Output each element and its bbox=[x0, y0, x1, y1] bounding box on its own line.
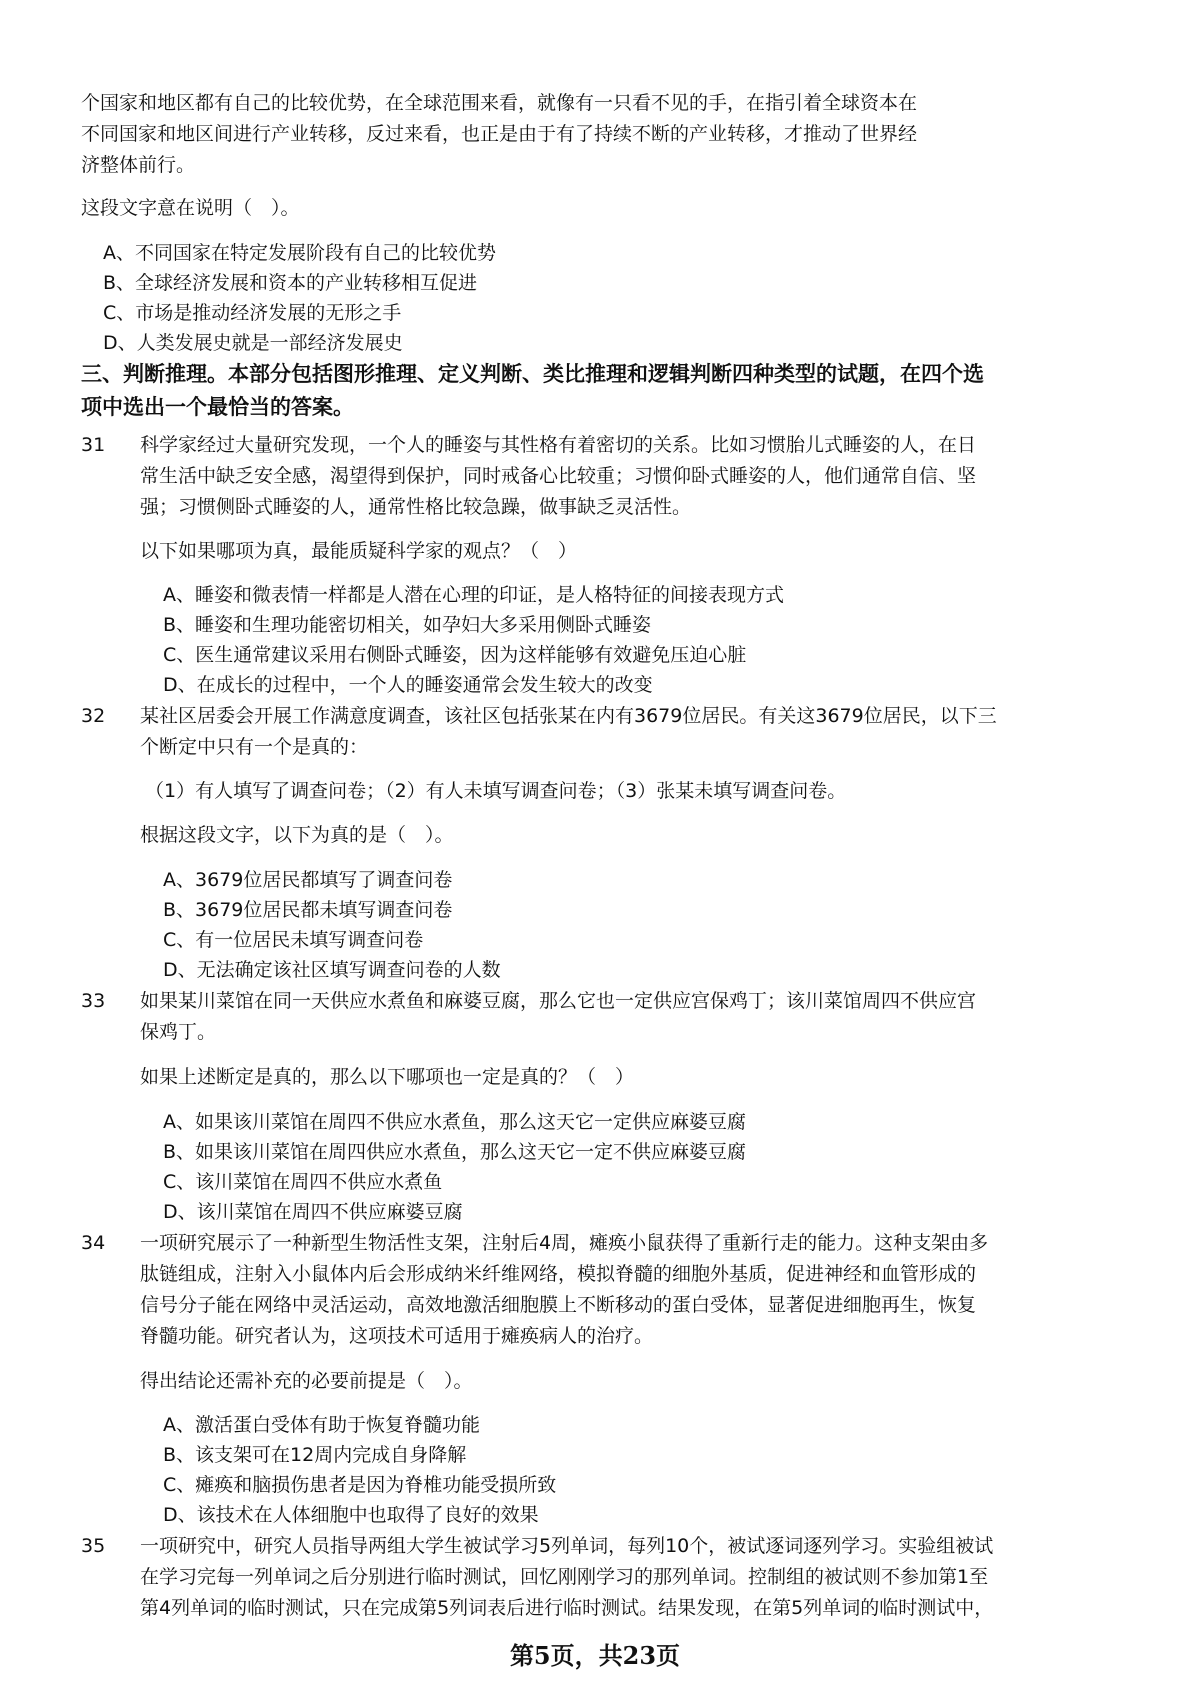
question-stem: 以下如果哪项为真，最能质疑科学家的观点？（ ） bbox=[140, 540, 578, 562]
option-d: D、无法确定该社区填写调查问卷的人数 bbox=[163, 959, 501, 981]
question-stem: 如果上述断定是真的，那么以下哪项也一定是真的？（ ） bbox=[140, 1066, 635, 1088]
question-stem: 得出结论还需补充的必要前提是（ ）。 bbox=[140, 1370, 473, 1392]
statements-line: （1）有人填写了调查问卷；（2）有人未填写调查问卷；（3）张某未填写调查问卷。 bbox=[145, 780, 847, 802]
question-text-line: 一项研究展示了一种新型生物活性支架，注射后4周，瘫痪小鼠获得了重新行走的能力。这种支架由多 bbox=[140, 1232, 989, 1254]
option-d: D、在成长的过程中，一个人的睡姿通常会发生较大的改变 bbox=[163, 674, 653, 696]
option-a: A、如果该川菜馆在周四不供应水煮鱼，那么这天它一定供应麻婆豆腐 bbox=[163, 1111, 746, 1133]
option-a: A、3679位居民都填写了调查问卷 bbox=[163, 869, 453, 891]
page-footer: 第5页，共23页 bbox=[509, 1641, 681, 1670]
option-a: A、不同国家在特定发展阶段有自己的比较优势 bbox=[103, 242, 496, 264]
option-c: C、市场是推动经济发展的无形之手 bbox=[103, 302, 402, 324]
question-text-line: 如果某川菜馆在同一天供应水煮鱼和麻婆豆腐，那么它也一定供应宫保鸡丁；该川菜馆周四不供应宫 bbox=[140, 990, 977, 1012]
option-b: B、全球经济发展和资本的产业转移相互促进 bbox=[103, 272, 478, 294]
section-heading-line: 三、判断推理。本部分包括图形推理、定义判断、类比推理和逻辑判断四种类型的试题，在四个选 bbox=[81, 362, 984, 386]
option-d: D、人类发展史就是一部经济发展史 bbox=[103, 332, 403, 354]
question-number: 35 bbox=[81, 1535, 106, 1557]
option-a: A、激活蛋白受体有助于恢复脊髓功能 bbox=[163, 1414, 480, 1436]
question-text-line: 在学习完每一列单词之后分别进行临时测试，回忆刚刚学习的那列单词。控制组的被试则不参加第1至 bbox=[140, 1566, 989, 1588]
question-stem: 根据这段文字，以下为真的是（ ）。 bbox=[140, 824, 454, 846]
question-text-line: 脊髓功能。研究者认为，这项技术可适用于瘫痪病人的治疗。 bbox=[140, 1325, 654, 1347]
question-text-line: 常生活中缺乏安全感，渴望得到保护，同时戒备心比较重；习惯仰卧式睡姿的人，他们通常自信、坚 bbox=[140, 465, 977, 487]
option-b: B、如果该川菜馆在周四供应水煮鱼，那么这天它一定不供应麻婆豆腐 bbox=[163, 1141, 747, 1163]
question-text-line: 保鸡丁。 bbox=[140, 1021, 217, 1043]
question-number: 33 bbox=[81, 990, 106, 1012]
question-text-line: 个断定中只有一个是真的： bbox=[140, 736, 369, 758]
passage-line: 个国家和地区都有自己的比较优势，在全球范围来看，就像有一只看不见的手，在指引着全球资本在 bbox=[81, 92, 918, 114]
option-c: C、瘫痪和脑损伤患者是因为脊椎功能受损所致 bbox=[163, 1474, 557, 1496]
question-number: 34 bbox=[81, 1232, 106, 1254]
option-b: B、3679位居民都未填写调查问卷 bbox=[163, 899, 453, 921]
question-text-line: 科学家经过大量研究发现，一个人的睡姿与其性格有着密切的关系。比如习惯胎儿式睡姿的人，在日 bbox=[140, 434, 977, 456]
question-text-line: 强；习惯侧卧式睡姿的人，通常性格比较急躁，做事缺乏灵活性。 bbox=[140, 496, 692, 518]
question-text-line: 肽链组成，注射入小鼠体内后会形成纳米纤维网络，模拟脊髓的细胞外基质，促进神经和血管形成的 bbox=[140, 1263, 977, 1285]
section-heading-line: 项中选出一个最恰当的答案。 bbox=[81, 395, 354, 419]
option-d: D、该川菜馆在周四不供应麻婆豆腐 bbox=[163, 1201, 463, 1223]
option-b: B、该支架可在12周内完成自身降解 bbox=[163, 1444, 467, 1466]
option-d: D、该技术在人体细胞中也取得了良好的效果 bbox=[163, 1504, 539, 1526]
question-text-line: 第4列单词的临时测试，只在完成第5列词表后进行临时测试。结果发现，在第5列单词的临时测试中， bbox=[140, 1597, 994, 1619]
option-a: A、睡姿和微表情一样都是人潜在心理的印证，是人格特征的间接表现方式 bbox=[163, 584, 784, 606]
question-number: 32 bbox=[81, 705, 106, 727]
question-text-line: 信号分子能在网络中灵活运动，高效地激活细胞膜上不断移动的蛋白受体，显著促进细胞再生，恢复 bbox=[140, 1294, 977, 1316]
passage-line: 不同国家和地区间进行产业转移，反过来看，也正是由于有了持续不断的产业转移，才推动了世界经 bbox=[81, 123, 918, 145]
question-text-line: 一项研究中，研究人员指导两组大学生被试学习5列单词，每列10个，被试逐词逐列学习。实验组被试 bbox=[140, 1535, 994, 1557]
question-number: 31 bbox=[81, 434, 106, 456]
option-c: C、有一位居民未填写调查问卷 bbox=[163, 929, 424, 951]
option-c: C、医生通常建议采用右侧卧式睡姿，因为这样能够有效避免压迫心脏 bbox=[163, 644, 747, 666]
option-b: B、睡姿和生理功能密切相关，如孕妇大多采用侧卧式睡姿 bbox=[163, 614, 652, 636]
question-stem: 这段文字意在说明（ ）。 bbox=[81, 197, 300, 219]
question-text-line: 某社区居委会开展工作满意度调查，该社区包括张某在内有3679位居民。有关这3679位居民，以下三 bbox=[140, 705, 997, 727]
option-c: C、该川菜馆在周四不供应水煮鱼 bbox=[163, 1171, 443, 1193]
passage-line: 济整体前行。 bbox=[81, 154, 196, 176]
